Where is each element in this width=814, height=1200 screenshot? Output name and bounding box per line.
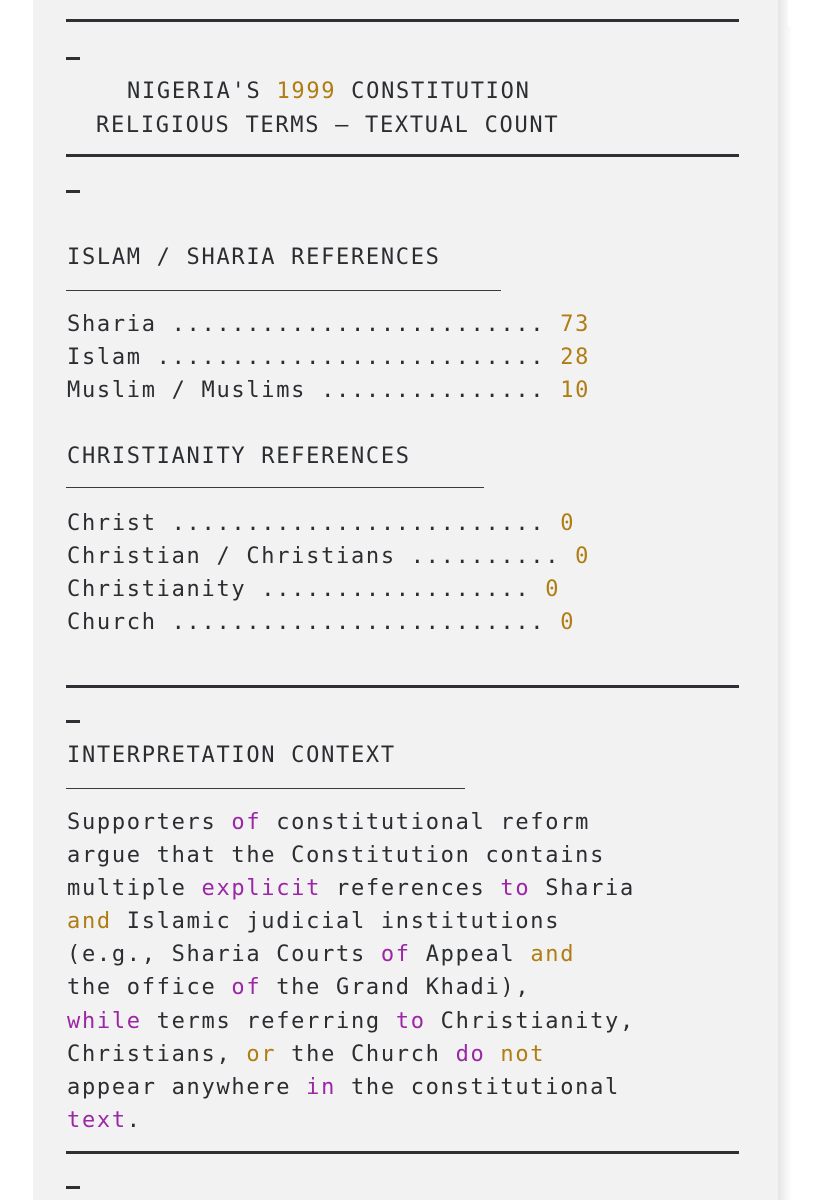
islam-section-heading: ISLAM / SHARIA REFERENCES bbox=[67, 245, 441, 270]
christianity-section-heading: CHRISTIANITY REFERENCES bbox=[67, 444, 411, 469]
divider-top-stub bbox=[66, 57, 80, 60]
paragraph-text: Islamic judicial institutions bbox=[111, 909, 561, 934]
term-count: 0 bbox=[560, 511, 576, 536]
title-suffix: CONSTITUTION bbox=[336, 79, 531, 104]
keyword-highlight: not bbox=[500, 1042, 546, 1067]
leader-dots: ......................... bbox=[156, 312, 561, 337]
term-label: Church bbox=[67, 610, 157, 635]
divider-middle bbox=[66, 685, 739, 688]
paragraph-text: terms referring bbox=[141, 1009, 396, 1034]
paragraph-text: Sharia bbox=[530, 876, 635, 901]
screen-corner bbox=[788, 0, 814, 26]
paragraph-line bbox=[67, 1104, 142, 1137]
paragraph-line bbox=[67, 806, 590, 839]
term-label: Christ bbox=[67, 511, 157, 536]
term-row-muslim bbox=[67, 374, 590, 407]
paragraph-line bbox=[67, 872, 635, 905]
term-row-church bbox=[67, 606, 575, 639]
islam-heading-underline bbox=[66, 290, 501, 291]
term-label: Islam bbox=[67, 345, 142, 370]
title-year: 1999 bbox=[276, 79, 337, 104]
title-prefix: NIGERIA'S bbox=[127, 79, 277, 104]
term-count: 28 bbox=[560, 345, 591, 370]
term-label: Christian / Christians bbox=[67, 544, 396, 569]
divider-middle-stub bbox=[66, 720, 80, 723]
paragraph-line bbox=[67, 938, 575, 971]
leader-dots: ......................... bbox=[156, 511, 561, 536]
term-count: 10 bbox=[560, 378, 591, 403]
keyword-highlight: do bbox=[455, 1042, 486, 1067]
paragraph-text: Supporters bbox=[67, 810, 232, 835]
term-row-islam bbox=[67, 341, 590, 374]
term-row-sharia bbox=[67, 308, 590, 341]
keyword-highlight: text bbox=[67, 1108, 127, 1133]
paragraph-text: the constitutional bbox=[336, 1075, 620, 1100]
keyword-highlight: of bbox=[380, 942, 411, 967]
term-count: 0 bbox=[560, 610, 576, 635]
paragraph-text: the office bbox=[67, 975, 232, 1000]
title-line-2: RELIGIOUS TERMS – TEXTUAL COUNT bbox=[96, 113, 560, 138]
term-count: 0 bbox=[575, 544, 591, 569]
title-line-1 bbox=[127, 75, 531, 108]
keyword-highlight: of bbox=[231, 975, 262, 1000]
paragraph-text: appear anywhere bbox=[67, 1075, 307, 1100]
term-label: Christianity bbox=[67, 577, 247, 602]
paragraph-text bbox=[485, 1042, 500, 1067]
paragraph-text: multiple bbox=[67, 876, 202, 901]
keyword-highlight: of bbox=[231, 810, 262, 835]
keyword-highlight: in bbox=[306, 1075, 337, 1100]
christianity-heading-underline bbox=[66, 487, 484, 488]
paragraph-text: constitutional reform bbox=[261, 810, 591, 835]
paragraph-line bbox=[67, 1071, 620, 1104]
term-row-christianity bbox=[67, 573, 560, 606]
paragraph-line: argue that the Constitution contains bbox=[67, 843, 606, 868]
term-label: Muslim / Muslims bbox=[67, 378, 307, 403]
paragraph-text: Appeal bbox=[410, 942, 531, 967]
paragraph-line bbox=[67, 1005, 635, 1038]
leader-dots: .......................... bbox=[141, 345, 561, 370]
leader-dots: .......... bbox=[395, 544, 576, 569]
term-row-christ bbox=[67, 507, 575, 540]
paragraph-text: (e.g., Sharia Courts bbox=[67, 942, 381, 967]
term-count: 0 bbox=[545, 577, 561, 602]
keyword-highlight: to bbox=[395, 1009, 426, 1034]
context-section-heading: INTERPRETATION CONTEXT bbox=[67, 743, 396, 768]
keyword-highlight: and bbox=[67, 909, 112, 934]
paragraph-text: references bbox=[321, 876, 501, 901]
divider-title-bottom bbox=[66, 154, 739, 157]
divider-bottom bbox=[66, 1151, 739, 1154]
paragraph-line bbox=[67, 971, 530, 1004]
keyword-highlight: or bbox=[246, 1042, 277, 1067]
leader-dots: .................. bbox=[246, 577, 546, 602]
keyword-highlight: explicit bbox=[201, 876, 322, 901]
paragraph-text: the Grand Khadi), bbox=[261, 975, 531, 1000]
divider-title-bottom-stub bbox=[66, 190, 80, 193]
divider-bottom-stub bbox=[66, 1186, 80, 1189]
paragraph-text: . bbox=[126, 1108, 142, 1133]
keyword-highlight: to bbox=[500, 876, 531, 901]
context-heading-underline bbox=[66, 788, 465, 789]
page-edge-shadow bbox=[778, 0, 814, 1200]
paragraph-line bbox=[67, 1038, 545, 1071]
paragraph-text: the Church bbox=[276, 1042, 456, 1067]
paragraph-line bbox=[67, 905, 560, 938]
keyword-highlight: while bbox=[67, 1009, 142, 1034]
leader-dots: ......................... bbox=[156, 610, 561, 635]
leader-dots: ............... bbox=[306, 378, 561, 403]
term-count: 73 bbox=[560, 312, 591, 337]
term-label: Sharia bbox=[67, 312, 157, 337]
paragraph-text: Christianity, bbox=[425, 1009, 635, 1034]
divider-top bbox=[66, 19, 739, 22]
keyword-highlight: and bbox=[530, 942, 576, 967]
paragraph-text: Christians, bbox=[67, 1042, 247, 1067]
term-row-christian bbox=[67, 540, 590, 573]
